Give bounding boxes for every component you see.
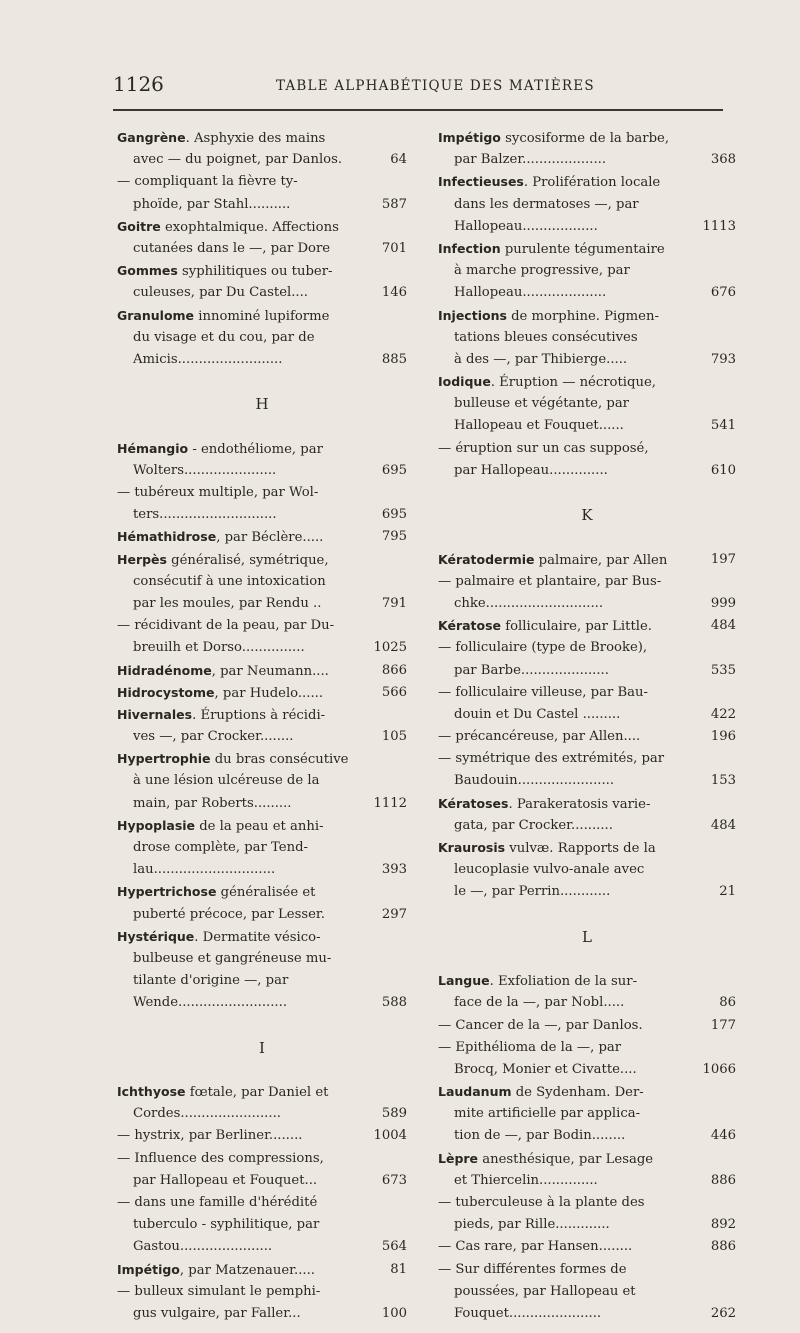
entry-text: culeuses, par Du Castel.... xyxy=(133,285,308,301)
entry-page-number: 146 xyxy=(381,285,407,301)
index-entry-line xyxy=(117,438,407,460)
index-entry-line xyxy=(117,305,407,327)
index-entry-line xyxy=(117,793,407,815)
entry-text: — folliculaire (type de Brooke), xyxy=(438,640,648,656)
entry-text: Hidrocystome, par Hudelo...... xyxy=(117,684,324,701)
entry-page-number: 153 xyxy=(710,773,736,789)
entry-text: Hallopeau.................. xyxy=(454,218,598,234)
index-entry-line xyxy=(438,1214,736,1236)
entry-page-number: 81 xyxy=(390,1261,407,1277)
index-entry-line xyxy=(438,1037,736,1059)
entry-text: tuberculo - syphilitique, par xyxy=(133,1217,320,1233)
entry-text: dans les dermatoses —, par xyxy=(454,196,639,212)
index-entry-line xyxy=(438,1015,736,1037)
entry-text: — Cancer de la —, par Danlos. xyxy=(438,1017,643,1033)
index-entry-line xyxy=(438,415,736,437)
index-entry-line xyxy=(438,837,736,859)
index-entry-line xyxy=(117,504,407,526)
index-entry-line xyxy=(438,859,736,881)
entry-text: Gommes syphilitiques ou tuber- xyxy=(117,263,333,280)
index-entry-line xyxy=(117,926,407,948)
index-entry-line xyxy=(117,904,407,926)
entry-text: chke............................ xyxy=(454,595,604,611)
entry-text: à une lésion ulcéreuse de la xyxy=(133,773,320,789)
index-entry-line xyxy=(117,726,407,748)
entry-page-number: 297 xyxy=(381,906,407,922)
header-rule xyxy=(113,109,723,111)
entry-text: du visage et du cou, par de xyxy=(133,329,315,345)
index-entry-line xyxy=(438,1192,736,1214)
index-entry-line xyxy=(438,881,736,903)
index-entry-line xyxy=(117,1214,407,1236)
entry-text: Wolters...................... xyxy=(133,462,277,478)
left-index-column xyxy=(117,127,407,1325)
section-letter: I xyxy=(259,1038,265,1057)
entry-text: Kératoses. Parakeratosis varie- xyxy=(438,795,651,812)
entry-text: poussées, par Hallopeau et xyxy=(454,1283,636,1299)
index-entry-line xyxy=(438,1170,736,1192)
section-letter: K xyxy=(581,506,593,525)
entry-text: — Cas rare, par Hansen........ xyxy=(438,1239,633,1255)
entry-text: — tuberculeuse à la plante des xyxy=(438,1195,645,1210)
entry-text: mite artificielle par applica- xyxy=(454,1106,641,1122)
index-entry-line xyxy=(117,549,407,571)
index-entry-line xyxy=(438,970,736,992)
index-entry-line xyxy=(438,349,736,371)
entry-page-number: 368 xyxy=(710,152,736,168)
entry-page-number: 484 xyxy=(710,817,736,833)
index-entry-line xyxy=(117,216,407,238)
index-entry-line xyxy=(438,992,736,1014)
entry-page-number: 886 xyxy=(710,1172,736,1188)
entry-text: puberté précoce, par Lesser. xyxy=(133,906,325,922)
entry-text: Gastou...................... xyxy=(133,1239,273,1255)
spacer xyxy=(438,904,736,926)
entry-text: par Hallopeau et Fouquet... xyxy=(133,1172,318,1188)
entry-text: Hypoplasie de la peau et anhi- xyxy=(117,817,324,834)
index-entry-line xyxy=(117,1125,407,1147)
entry-page-number: 695 xyxy=(381,462,407,478)
entry-text: le —, par Perrin............ xyxy=(454,884,611,900)
index-entry-line xyxy=(117,593,407,615)
index-entry-line xyxy=(117,1148,407,1170)
entry-text: Wende.......................... xyxy=(133,995,288,1011)
entry-text: Kraurosis vulvæ. Rapports de la xyxy=(438,840,656,856)
index-entry-line xyxy=(117,1281,407,1303)
entry-text: — Influence des compressions, xyxy=(117,1150,324,1166)
entry-page-number: 673 xyxy=(381,1172,407,1188)
entry-text: à des —, par Thibierge..... xyxy=(454,351,628,367)
entry-text: leucoplasie vulvo-anale avec xyxy=(454,862,645,878)
index-entry-line xyxy=(438,549,736,571)
index-entry-line xyxy=(438,1281,736,1303)
entry-text: Laudanum de Sydenham. Der- xyxy=(438,1084,644,1101)
entry-page-number: 566 xyxy=(381,684,407,700)
index-entry-line xyxy=(117,770,407,792)
index-entry-line xyxy=(117,149,407,171)
entry-text: pieds, par Rille............. xyxy=(454,1217,610,1233)
entry-page-number: 484 xyxy=(710,618,736,634)
entry-page-number: 105 xyxy=(381,729,407,745)
index-entry-line xyxy=(438,793,736,815)
index-entry-line xyxy=(438,571,736,593)
index-entry-line xyxy=(117,526,407,548)
entry-page-number: 564 xyxy=(381,1239,407,1255)
entry-page-number: 197 xyxy=(710,551,736,567)
entry-text: tations bleues consécutives xyxy=(454,329,638,345)
entry-text: — éruption sur un cas supposé, xyxy=(438,440,649,456)
index-entry-line xyxy=(117,194,407,216)
entry-text: Cordes........................ xyxy=(133,1106,281,1122)
index-entry-line xyxy=(438,260,736,282)
entry-text: Langue. Exfoliation de la sur- xyxy=(438,973,638,990)
entry-page-number: 541 xyxy=(710,418,736,434)
entry-page-number: 1025 xyxy=(373,640,407,656)
entry-text: Amicis......................... xyxy=(133,351,283,367)
entry-text: avec — du poignet, par Danlos. xyxy=(133,152,343,168)
entry-text: Hallopeau.................... xyxy=(454,285,607,301)
entry-text: Kératodermie palmaire, par Allen xyxy=(438,551,668,568)
entry-page-number: 610 xyxy=(710,462,736,478)
index-entry-line xyxy=(438,371,736,393)
entry-text: Granulome innominé lupiforme xyxy=(117,307,330,324)
entry-text: Hivernales. Éruptions à récidi- xyxy=(117,706,326,723)
entry-text: Hystérique. Dermatite vésico- xyxy=(117,928,321,945)
entry-text: Herpès généralisé, symétrique, xyxy=(117,551,329,568)
entry-text: phoïde, par Stahl.......... xyxy=(133,196,291,212)
index-entry-line xyxy=(438,282,736,304)
running-title: TABLE ALPHABÉTIQUE DES MATIÈRES xyxy=(276,78,595,94)
index-entry-line xyxy=(438,748,736,770)
index-entry-line xyxy=(117,171,407,193)
index-entry-line xyxy=(117,637,407,659)
entry-text: par Barbe..................... xyxy=(454,662,609,678)
index-entry-line xyxy=(438,1103,736,1125)
entry-text: — hystrix, par Berliner........ xyxy=(117,1128,303,1144)
index-entry-line xyxy=(438,305,736,327)
entry-page-number: 866 xyxy=(381,662,407,678)
index-entry-line xyxy=(117,1236,407,1258)
index-entry-line xyxy=(438,593,736,615)
entry-page-number: 791 xyxy=(381,595,407,611)
entry-text: cutanées dans le —, par Dore xyxy=(133,240,331,256)
entry-text: par les moules, par Rendu .. xyxy=(133,595,322,611)
index-entry-line xyxy=(438,171,736,193)
index-entry-line xyxy=(117,815,407,837)
entry-text: douin et Du Castel ......... xyxy=(454,706,621,722)
index-entry-line xyxy=(438,682,736,704)
index-entry-line xyxy=(438,194,736,216)
entry-page-number: 86 xyxy=(719,995,736,1011)
index-entry-line xyxy=(438,1236,736,1258)
entry-text: — palmaire et plantaire, par Bus- xyxy=(438,573,662,589)
entry-text: — dans une famille d'hérédité xyxy=(117,1195,318,1210)
entry-text: par Balzer.................... xyxy=(454,152,607,168)
entry-page-number: 446 xyxy=(710,1128,736,1144)
index-entry-line xyxy=(438,726,736,748)
entry-page-number: 701 xyxy=(381,240,407,256)
entry-text: Goitre exophtalmique. Affections xyxy=(117,218,339,235)
index-entry-line xyxy=(117,748,407,770)
entry-text: — précancéreuse, par Allen.... xyxy=(438,729,641,745)
entry-text: Hémathidrose, par Béclère..... xyxy=(117,529,324,546)
index-entry-line xyxy=(438,460,736,482)
index-entry-line xyxy=(117,1103,407,1125)
entry-page-number: 1066 xyxy=(702,1061,736,1077)
index-entry-line xyxy=(117,571,407,593)
entry-text: drose complète, par Tend- xyxy=(133,840,308,855)
section-letter: L xyxy=(582,927,592,946)
index-entry-line xyxy=(117,482,407,504)
index-entry-line xyxy=(438,770,736,792)
entry-text: — Epithélioma de la —, par xyxy=(438,1039,622,1055)
entry-text: — Sur différentes formes de xyxy=(438,1261,627,1277)
entry-page-number: 795 xyxy=(381,529,407,545)
spacer xyxy=(117,415,407,437)
entry-text: gus vulgaire, par Faller... xyxy=(133,1305,301,1321)
entry-text: Impétigo sycosiforme de la barbe, xyxy=(438,130,670,146)
entry-text: Iodique. Éruption — nécrotique, xyxy=(438,374,656,391)
entry-page-number: 695 xyxy=(381,507,407,523)
entry-page-number: 885 xyxy=(381,351,407,367)
index-entry-line xyxy=(117,1192,407,1214)
index-entry-line xyxy=(117,238,407,260)
entry-page-number: 422 xyxy=(710,706,736,722)
entry-text: Kératose folliculaire, par Little. xyxy=(438,618,652,635)
entry-text: Gangrène. Asphyxie des mains xyxy=(117,130,326,146)
index-entry-line xyxy=(438,1259,736,1281)
index-entry-line xyxy=(438,1125,736,1147)
spacer xyxy=(117,1015,407,1037)
index-entry-line xyxy=(117,327,407,349)
index-entry-line xyxy=(438,149,736,171)
index-entry-line xyxy=(117,260,407,282)
index-entry-line xyxy=(438,815,736,837)
index-entry-line xyxy=(117,704,407,726)
entry-page-number: 886 xyxy=(710,1239,736,1255)
index-entry-line xyxy=(117,349,407,371)
entry-text: Hidradénome, par Neumann.... xyxy=(117,662,329,679)
entry-page-number: 196 xyxy=(710,729,736,745)
entry-text: consécutif à une intoxication xyxy=(133,573,326,589)
entry-page-number: 1004 xyxy=(373,1128,407,1144)
index-entry-line xyxy=(438,216,736,238)
entry-text: — compliquant la fièvre ty- xyxy=(117,174,298,190)
index-entry-line xyxy=(438,637,736,659)
index-entry-line xyxy=(117,948,407,970)
index-entry-line xyxy=(117,615,407,637)
entry-page-number: 1113 xyxy=(702,218,736,234)
entry-page-number: 587 xyxy=(381,196,407,212)
entry-page-number: 21 xyxy=(719,884,736,900)
index-entry-line xyxy=(438,438,736,460)
page-header xyxy=(113,72,723,102)
entry-text: Brocq, Monier et Civatte.... xyxy=(454,1061,637,1077)
entry-page-number: 588 xyxy=(381,995,407,1011)
entry-text: Hypertrophie du bras consécutive xyxy=(117,751,349,768)
index-entry-line xyxy=(438,660,736,682)
entry-text: Infectieuses. Prolifération locale xyxy=(438,174,661,191)
entry-page-number: 177 xyxy=(710,1017,736,1033)
index-entry-line xyxy=(117,1170,407,1192)
entry-text: Fouquet...................... xyxy=(454,1305,602,1321)
entry-text: bulleuse et végétante, par xyxy=(454,396,629,412)
entry-text: breuilh et Dorso............... xyxy=(133,640,305,656)
index-entry-line xyxy=(117,992,407,1014)
entry-text: Hypertrichose généralisée et xyxy=(117,884,316,901)
index-entry-line xyxy=(117,1303,407,1325)
entry-text: Ichthyose fœtale, par Daniel et xyxy=(117,1084,329,1101)
entry-text: à marche progressive, par xyxy=(454,263,630,279)
entry-text: — récidivant de la peau, par Du- xyxy=(117,618,335,634)
entry-text: tion de —, par Bodin........ xyxy=(454,1128,626,1144)
entry-text: ves —, par Crocker........ xyxy=(133,729,294,745)
entry-page-number: 793 xyxy=(710,351,736,367)
index-entry-line xyxy=(117,1259,407,1281)
index-entry-line xyxy=(117,682,407,704)
entry-text: face de la —, par Nobl..... xyxy=(454,995,625,1011)
index-entry-line xyxy=(117,859,407,881)
index-entry-line xyxy=(438,327,736,349)
index-entry-line xyxy=(438,615,736,637)
entry-text: — symétrique des extrémités, par xyxy=(438,751,665,767)
spacer xyxy=(438,948,736,970)
index-entry-line xyxy=(438,393,736,415)
entry-page-number: 262 xyxy=(710,1305,736,1321)
spacer xyxy=(117,371,407,393)
entry-text: tilante d'origine —, par xyxy=(133,973,289,989)
index-entry-line xyxy=(117,460,407,482)
entry-text: Baudouin....................... xyxy=(454,773,615,789)
entry-text: — folliculaire villeuse, par Bau- xyxy=(438,684,648,700)
entry-text: Lèpre anesthésique, par Lesage xyxy=(438,1150,654,1167)
index-entry-line xyxy=(117,127,407,149)
entry-text: gata, par Crocker.......... xyxy=(454,817,613,833)
entry-page-number: 393 xyxy=(381,862,407,878)
right-index-column xyxy=(438,127,736,1325)
entry-text: Hallopeau et Fouquet...... xyxy=(454,418,624,434)
index-entry-line xyxy=(438,1081,736,1103)
index-entry-line xyxy=(438,1148,736,1170)
entry-text: et Thiercelin.............. xyxy=(454,1172,598,1188)
entry-text: main, par Roberts......... xyxy=(133,795,292,811)
entry-text: Hémangio - endothéliome, par xyxy=(117,440,323,457)
spacer xyxy=(438,482,736,504)
index-entry-line xyxy=(117,881,407,903)
index-entry-line xyxy=(438,1059,736,1081)
entry-page-number: 64 xyxy=(390,152,407,168)
index-entry-line xyxy=(117,660,407,682)
entry-text: bulbeuse et gangréneuse mu- xyxy=(133,950,332,966)
index-entry-line xyxy=(117,970,407,992)
index-entry-line xyxy=(117,282,407,304)
entry-text: par Hallopeau.............. xyxy=(454,462,608,478)
entry-text: — tubéreux multiple, par Wol- xyxy=(117,485,319,500)
entry-text: — bulleux simulant le pemphi- xyxy=(117,1283,321,1299)
spacer xyxy=(438,526,736,548)
index-entry-line xyxy=(438,704,736,726)
entry-page-number: 1112 xyxy=(373,795,407,811)
page-number: 1126 xyxy=(113,72,164,96)
entry-page-number: 589 xyxy=(381,1106,407,1122)
entry-page-number: 892 xyxy=(710,1217,736,1233)
entry-page-number: 999 xyxy=(710,595,736,611)
entry-text: ters............................ xyxy=(133,507,277,523)
entry-text: Impétigo, par Matzenauer..... xyxy=(117,1261,315,1278)
entry-page-number: 676 xyxy=(710,285,736,301)
entry-text: lau............................. xyxy=(133,862,276,878)
entry-page-number: 535 xyxy=(710,662,736,678)
spacer xyxy=(117,1059,407,1081)
entry-text: Injections de morphine. Pigmen- xyxy=(438,307,659,324)
index-entry-line xyxy=(117,837,407,859)
index-entry-line xyxy=(117,1081,407,1103)
entry-text: Infection purulente tégumentaire xyxy=(438,240,665,257)
entry-page-number: 100 xyxy=(381,1305,407,1321)
index-entry-line xyxy=(438,238,736,260)
index-entry-line xyxy=(438,1303,736,1325)
section-letter: H xyxy=(255,395,269,414)
index-entry-line xyxy=(438,127,736,149)
